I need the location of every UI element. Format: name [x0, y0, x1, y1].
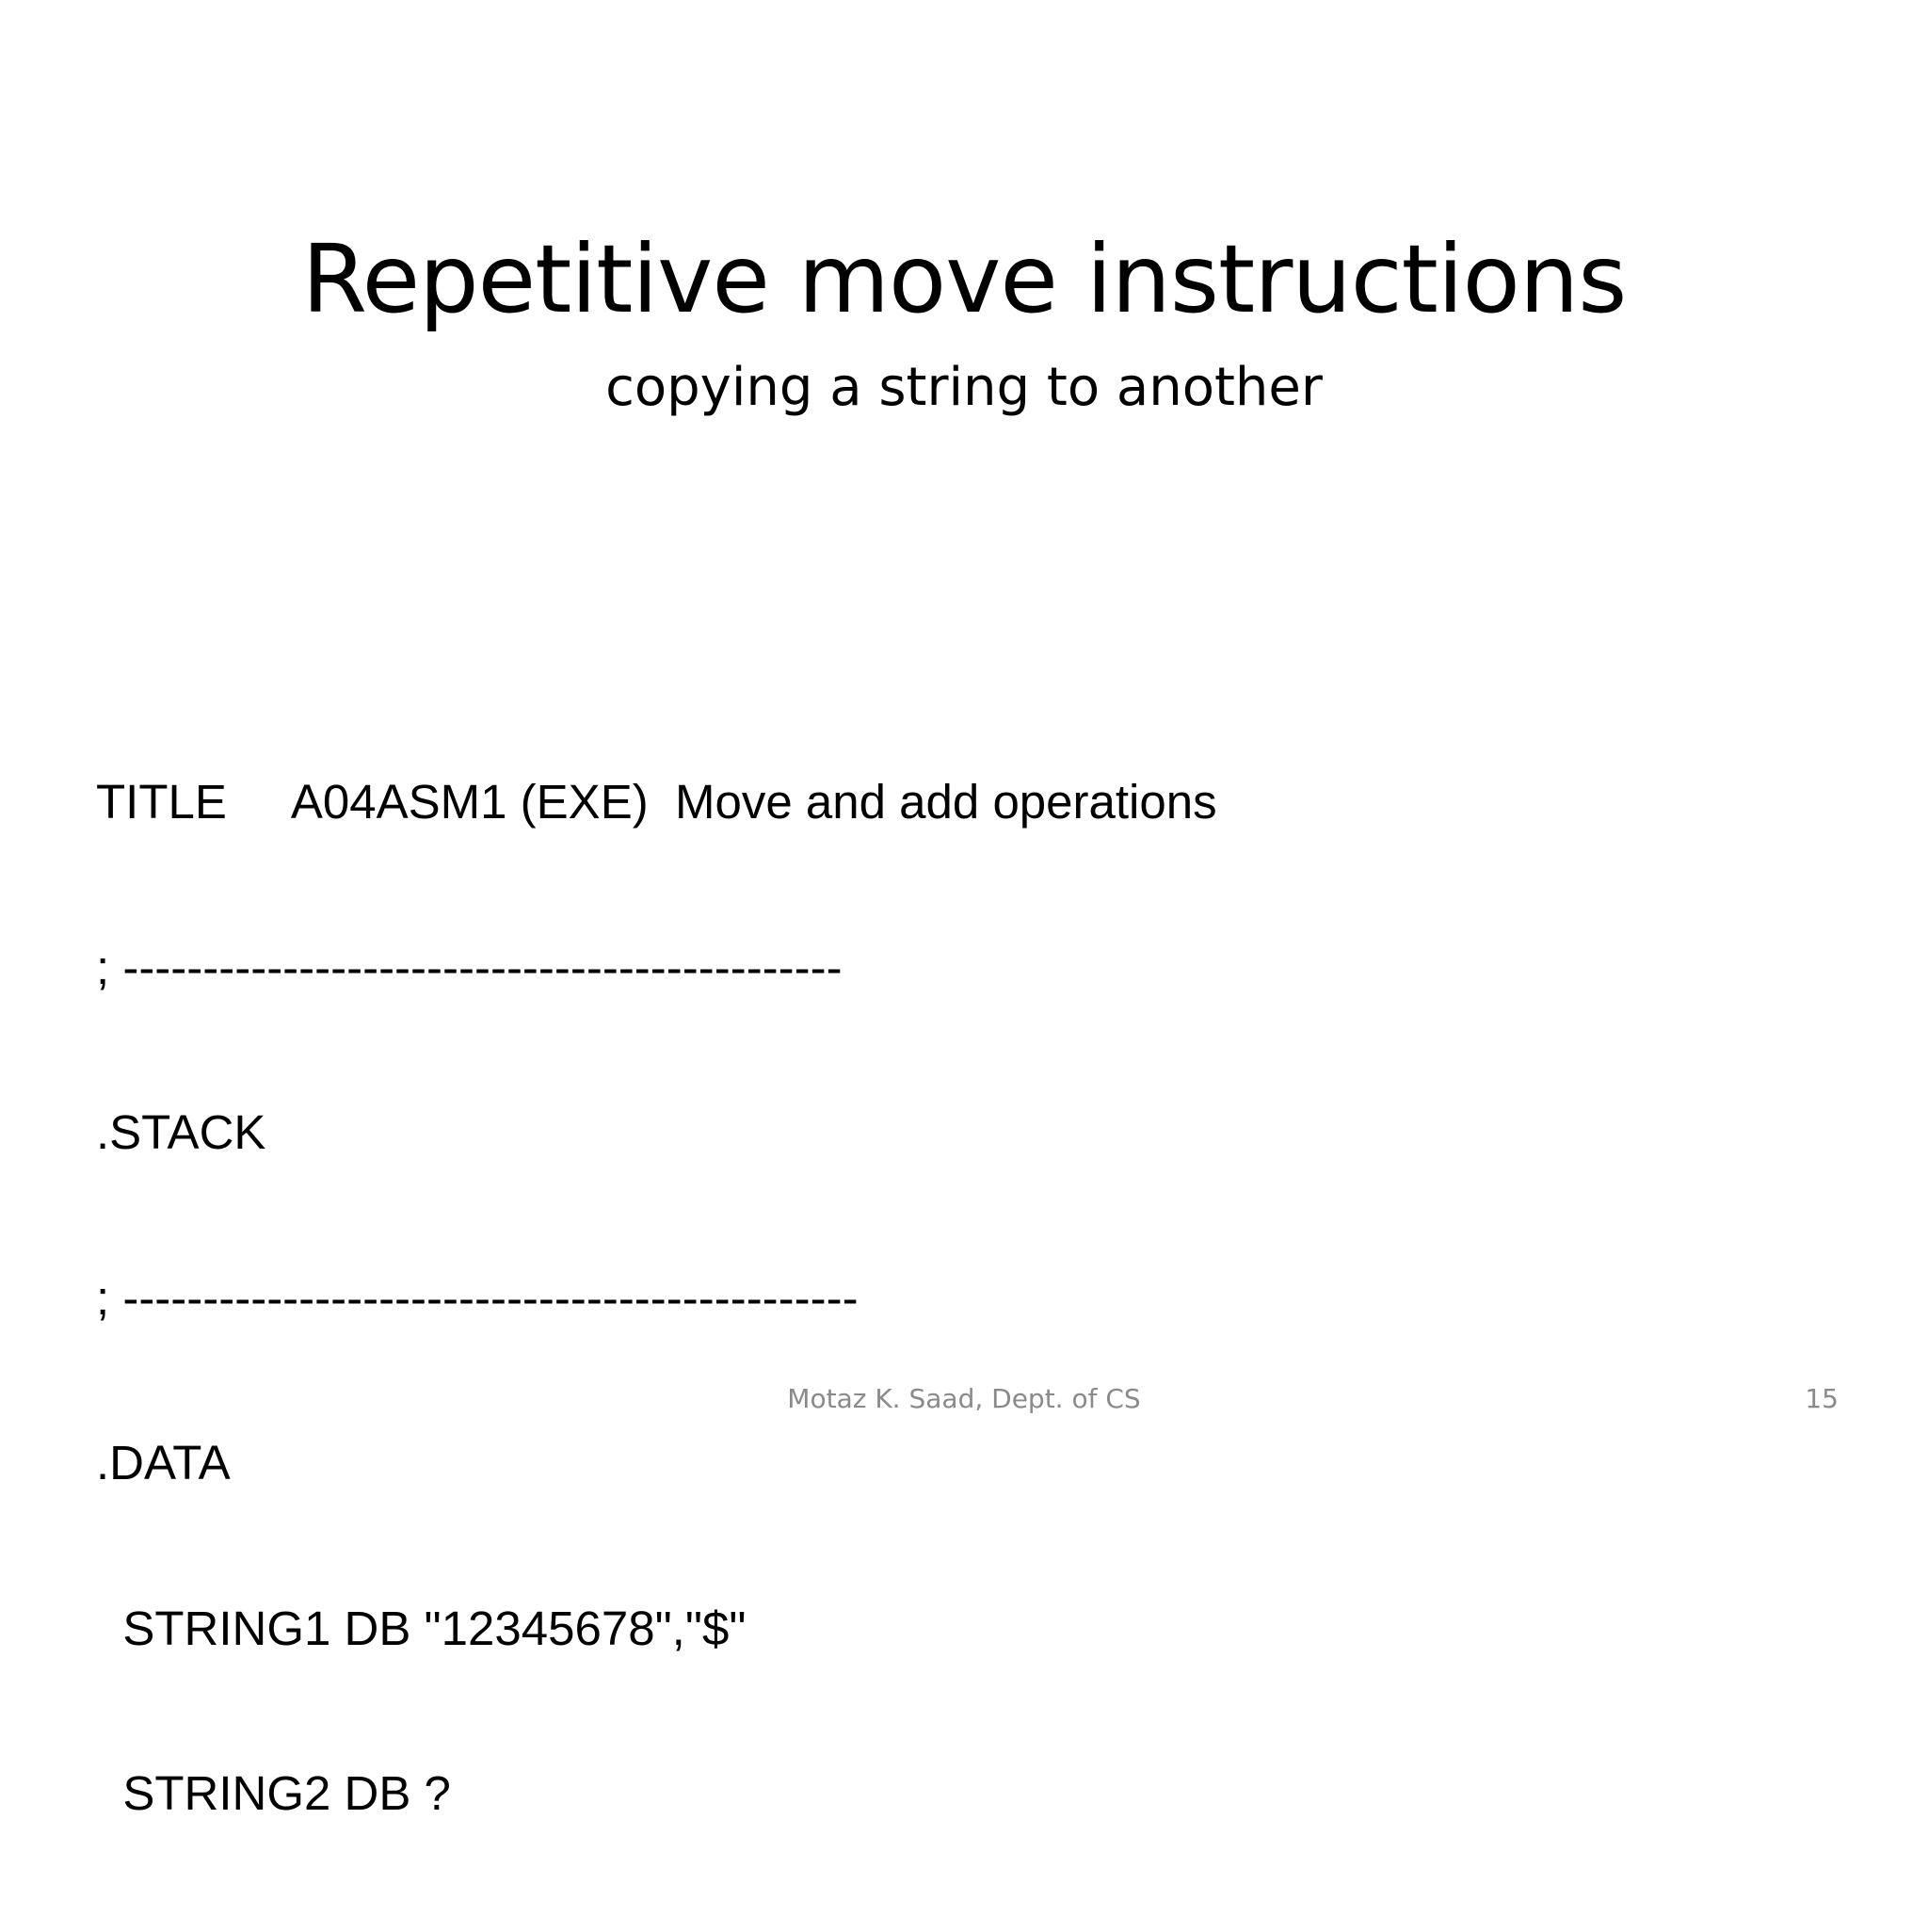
code-block	[96, 665, 1414, 1932]
code-line-separator-1: ; ---------------------------------------------	[96, 940, 843, 994]
code-line-string1: STRING1 DB "12345678","$"	[96, 1601, 747, 1655]
code-line-separator-2: ; ----------------------------------------------	[96, 1270, 859, 1325]
slide-title: Repetitive move instructions	[301, 224, 1627, 334]
slide-footer: Motaz K. Saad, Dept. of CS	[787, 1383, 1141, 1414]
code-line-title: TITLE A04ASM1 (EXE) Move and add operations	[96, 775, 1217, 829]
code-line-data: .DATA	[96, 1436, 231, 1489]
code-line-string2: STRING2 DB ?	[96, 1766, 451, 1820]
slide-number: 15	[1805, 1383, 1839, 1414]
slide-subtitle: copying a string to another	[605, 357, 1323, 418]
code-line-stack: .STACK	[96, 1105, 266, 1159]
